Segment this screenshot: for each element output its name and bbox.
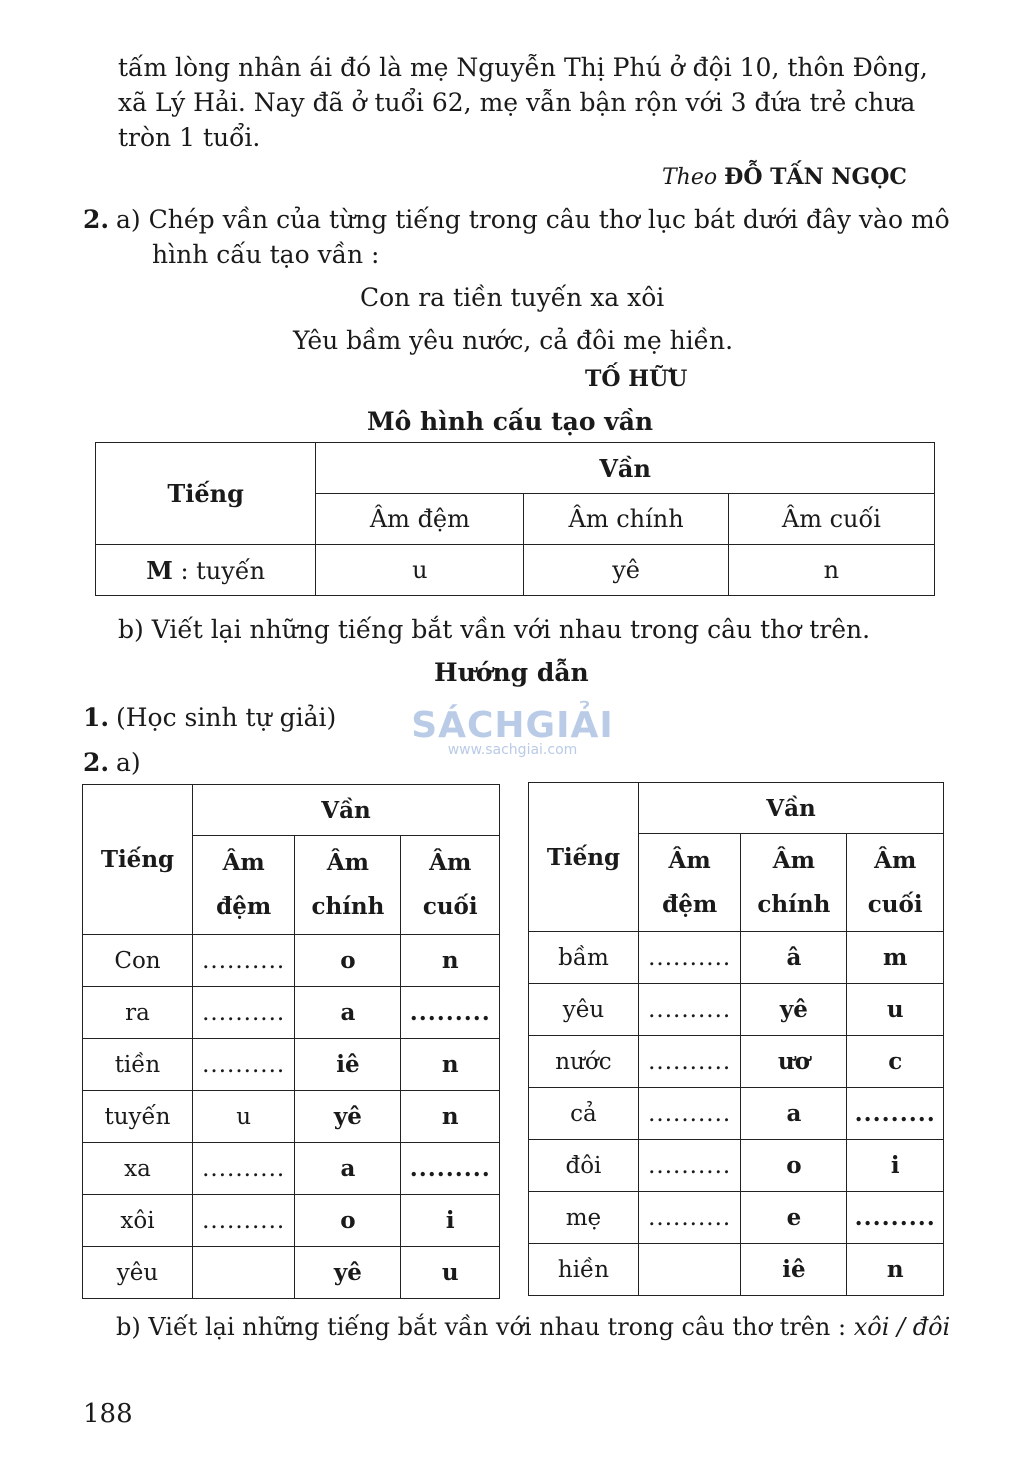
right-cell-am-cuoi: ......... — [847, 1088, 944, 1140]
right-cell-am-chinh: e — [741, 1192, 847, 1244]
poem-line-2: Yêu bầm yêu nước, cả đôi mẹ hiền. — [293, 326, 734, 355]
model-example-am-chinh: yê — [524, 545, 728, 596]
left-cell-tieng: xa — [83, 1143, 193, 1195]
right-cell-tieng: yêu — [529, 984, 639, 1036]
right-table-row — [529, 1036, 944, 1088]
right-cell-am-cuoi: u — [847, 984, 944, 1036]
poem-author: TỐ HỮU — [585, 366, 688, 392]
right-cell-tieng: bầm — [529, 932, 639, 984]
right-cell-am-cuoi: c — [847, 1036, 944, 1088]
left-cell-am-chinh: yê — [295, 1247, 401, 1299]
model-example-am-cuoi: n — [728, 545, 934, 596]
right-cell-tieng: hiền — [529, 1244, 639, 1296]
right-cell-tieng: cả — [529, 1088, 639, 1140]
left-cell-am-cuoi: i — [401, 1195, 500, 1247]
page-number: 188 — [83, 1399, 133, 1429]
left-cell-am-cuoi: n — [401, 935, 500, 987]
right-cell-am-chinh: iê — [741, 1244, 847, 1296]
right-table-row — [529, 984, 944, 1036]
left-table-row — [83, 987, 500, 1039]
right-table-row — [529, 1140, 944, 1192]
right-cell-tieng: đôi — [529, 1140, 639, 1192]
right-cell-am-cuoi: m — [847, 932, 944, 984]
watermark-url: www.sachgiai.com — [447, 742, 578, 758]
left-cell-tieng: yêu — [83, 1247, 193, 1299]
right-header-am-chinh: Âm chính — [741, 834, 847, 932]
right-cell-am-dem: .......... — [638, 1192, 740, 1244]
left-cell-tieng: ra — [83, 987, 193, 1039]
right-cell-am-dem: .......... — [638, 932, 740, 984]
right-cell-am-chinh: ươ — [741, 1036, 847, 1088]
right-header-van: Vần — [638, 783, 943, 834]
left-cell-am-chinh: iê — [295, 1039, 401, 1091]
right-cell-tieng: nước — [529, 1036, 639, 1088]
exercise-2a-line-1: a) Chép vần của từng tiếng trong câu thơ lục bát dưới đây vào mô — [116, 205, 950, 234]
left-table-row — [83, 935, 500, 987]
right-cell-am-dem: .......... — [638, 1140, 740, 1192]
guide-item-2-number: 2. — [83, 748, 110, 777]
model-subheader-am-cuoi: Âm cuối — [728, 494, 934, 545]
right-cell-am-chinh: yê — [741, 984, 847, 1036]
left-table-row — [83, 1039, 500, 1091]
left-cell-am-dem: .......... — [192, 1195, 294, 1247]
model-header-van: Vần — [316, 443, 935, 494]
answer-table-left — [82, 784, 500, 1299]
model-header-tieng: Tiếng — [96, 443, 316, 545]
right-cell-am-chinh: o — [741, 1140, 847, 1192]
watermark — [410, 705, 615, 758]
model-example-word — [96, 545, 316, 596]
right-cell-am-chinh: a — [741, 1088, 847, 1140]
left-cell-am-cuoi: n — [401, 1039, 500, 1091]
left-cell-tieng: xôi — [83, 1195, 193, 1247]
watermark-logo: SÁCHGIẢI — [411, 705, 614, 746]
left-cell-am-cuoi: u — [401, 1247, 500, 1299]
left-header-van: Vần — [192, 785, 499, 836]
left-cell-am-dem: .......... — [192, 1143, 294, 1195]
left-cell-am-cuoi: ......... — [401, 987, 500, 1039]
left-cell-am-dem: .......... — [192, 987, 294, 1039]
model-table — [95, 442, 935, 596]
left-cell-tieng: tuyến — [83, 1091, 193, 1143]
right-cell-am-dem: .......... — [638, 1088, 740, 1140]
left-cell-am-chinh: yê — [295, 1091, 401, 1143]
left-cell-am-chinh: o — [295, 935, 401, 987]
left-table-body — [83, 935, 500, 1299]
guide-title: Hướng dẫn — [434, 658, 589, 687]
model-example-text: : tuyến — [180, 556, 266, 585]
model-title: Mô hình cấu tạo vần — [367, 407, 654, 436]
source-prefix: Theo — [662, 165, 718, 190]
left-cell-am-chinh: a — [295, 1143, 401, 1195]
left-cell-am-dem: u — [192, 1091, 294, 1143]
right-cell-am-dem: .......... — [638, 1036, 740, 1088]
left-cell-am-dem — [192, 1247, 294, 1299]
guide-2b-answer: xôi / đôi — [853, 1313, 951, 1341]
left-table-row — [83, 1247, 500, 1299]
right-cell-am-dem: .......... — [638, 984, 740, 1036]
source-author: ĐỖ TẤN NGỌC — [724, 164, 907, 190]
left-header-tieng: Tiếng — [83, 785, 193, 935]
exercise-2a-line-2: hình cấu tạo vần : — [152, 240, 380, 269]
right-cell-am-dem — [638, 1244, 740, 1296]
left-header-am-chinh: Âm chính — [295, 836, 401, 935]
guide-item-2-text: a) — [116, 748, 141, 777]
left-table-row — [83, 1091, 500, 1143]
left-cell-am-cuoi: ......... — [401, 1143, 500, 1195]
model-subheader-am-dem: Âm đệm — [316, 494, 524, 545]
guide-item-1-number: 1. — [83, 703, 110, 732]
right-cell-am-cuoi: i — [847, 1140, 944, 1192]
answer-table-right — [528, 782, 944, 1296]
left-cell-tieng: Con — [83, 935, 193, 987]
exercise-2b-text: b) Viết lại những tiếng bắt vần với nhau trong câu thơ trên. — [118, 615, 871, 644]
left-cell-am-chinh: o — [295, 1195, 401, 1247]
right-table-row — [529, 1192, 944, 1244]
model-example-prefix: M — [146, 555, 173, 585]
right-header-tieng: Tiếng — [529, 783, 639, 932]
left-table-row — [83, 1195, 500, 1247]
model-subheader-am-chinh: Âm chính — [524, 494, 728, 545]
right-table-row — [529, 932, 944, 984]
left-header-am-dem: Âm đệm — [192, 836, 294, 935]
guide-item-1-text: (Học sinh tự giải) — [116, 703, 337, 732]
model-example-am-dem: u — [316, 545, 524, 596]
left-table-row — [83, 1143, 500, 1195]
left-cell-am-dem: .......... — [192, 935, 294, 987]
right-cell-am-cuoi: n — [847, 1244, 944, 1296]
source-credit — [662, 160, 907, 195]
intro-line-2: xã Lý Hải. Nay đã ở tuổi 62, mẹ vẫn bận rộn với 3 đứa trẻ chưa — [118, 88, 916, 117]
right-table-row — [529, 1244, 944, 1296]
left-cell-am-chinh: a — [295, 987, 401, 1039]
left-header-am-cuoi: Âm cuối — [401, 836, 500, 935]
poem-line-1: Con ra tiền tuyến xa xôi — [360, 283, 665, 312]
intro-line-1: tấm lòng nhân ái đó là mẹ Nguyễn Thị Phú ở đội 10, thôn Đông, — [118, 53, 928, 82]
right-header-am-dem: Âm đệm — [638, 834, 740, 932]
right-table-body — [529, 932, 944, 1296]
right-header-am-cuoi: Âm cuối — [847, 834, 944, 932]
guide-2b-line — [116, 1310, 950, 1345]
exercise-2-number: 2. — [83, 205, 110, 234]
left-cell-am-cuoi: n — [401, 1091, 500, 1143]
right-cell-am-chinh: â — [741, 932, 847, 984]
right-cell-tieng: mẹ — [529, 1192, 639, 1244]
right-cell-am-cuoi: ......... — [847, 1192, 944, 1244]
left-cell-am-dem: .......... — [192, 1039, 294, 1091]
guide-2b-prefix: b) Viết lại những tiếng bắt vần với nhau trong câu thơ trên : — [116, 1313, 847, 1341]
right-table-row — [529, 1088, 944, 1140]
intro-line-3: tròn 1 tuổi. — [118, 123, 261, 152]
left-cell-tieng: tiền — [83, 1039, 193, 1091]
